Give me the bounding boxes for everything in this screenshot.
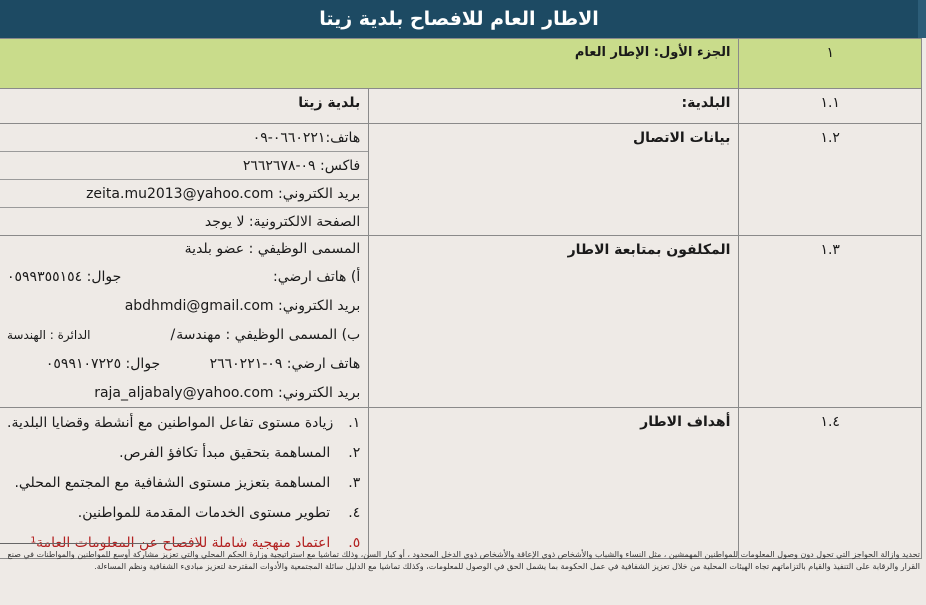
goal-text: المساهمة بتحقيق مبدأ تكافؤ الفرص.: [119, 445, 331, 461]
goal-text: تطوير مستوى الخدمات المقدمة للمواطنين.: [77, 505, 331, 521]
disclosure-table: [0, 38, 922, 559]
responsible-cell: [0, 236, 369, 408]
section-row-goals: [0, 408, 922, 559]
municipality-name: بلدية زيتا: [298, 94, 361, 111]
page-title: الاطار العام للافصاح بلدية زيتا: [0, 0, 918, 38]
email-address: zeita.mu2013@yahoo.com: [86, 185, 274, 202]
title-bar-edge: [918, 0, 926, 38]
b-email-label: بريد الكتروني:: [278, 384, 361, 401]
b-department: الدائرة : الهندسة: [7, 327, 91, 342]
b-mobile: جوال: ٠٥٩٩١٠٧٢٢٥: [45, 355, 161, 372]
footnote-divider: [0, 543, 200, 544]
goal-number: ١.: [348, 415, 361, 431]
section-heading: الجزء الأول: الإطار العام: [0, 39, 739, 89]
fax-line: فاكس: ٠٩-٢٦٦٢٦٧٨: [0, 152, 368, 180]
section-number: ١.٤: [739, 408, 922, 559]
b-slash: /: [170, 326, 176, 343]
goal-item: [0, 438, 368, 468]
section-row-municipality: [0, 89, 922, 124]
person-b-email: [0, 378, 368, 407]
goal-number: ٥.: [348, 535, 361, 551]
field-label: المكلفون بمتابعة الاطار: [369, 236, 739, 408]
goal-number: ٢.: [348, 445, 361, 461]
goals-cell: [0, 408, 369, 559]
goal-text: زيادة مستوى تفاعل المواطنين مع أنشطة وقضايا البلدية.: [7, 415, 334, 431]
field-label: البلدية:: [369, 89, 739, 124]
section-row-contact: [0, 124, 922, 236]
section-number: ١.٢: [739, 124, 922, 236]
goal-number: ٤.: [348, 505, 361, 521]
a-email: abdhmdi@gmail.com: [124, 297, 274, 314]
goal-number: ٣.: [348, 475, 361, 491]
section-row-responsible: [0, 236, 922, 408]
footnote-text: تحديد وازالة الحواجز التي تحول دون وصول المعلومات للمواطنين المهمشين ، مثل النساء والشباب والأشخاص ذوي الإعاقة والأشخاص ذوي الدخل المحدود ، أو كبار السن، وذلك تماشيا مع استراتيجية وزارة الحكم المحلي والتي تعزيز مشاركة أوسع للمواطنين والمواطنات في صنع القرار والرقابة على التنفيذ والقيام بالتزاماتهم تجاه الهيئات المحلية من خلال تعزيز الشفافية في عمل الحكومة بما يشمل الحق في الوصول للمعلومات، وكذلك تماشيا مع الدليل سائلة المجتمعية والأدوات المقترحة لتعزيز مبادىء الشفافية ونظم المساءلة.: [7, 550, 920, 571]
section-number: ١: [739, 39, 922, 89]
field-label: أهداف الاطار: [369, 408, 739, 559]
phone-line: هاتف:٠٦٦٠٢٢١-٠٩: [0, 124, 368, 152]
field-value-cell: [0, 89, 369, 124]
field-label: بيانات الاتصال: [369, 124, 739, 236]
person-a-email: [0, 291, 368, 320]
section-number: ١.٣: [739, 236, 922, 408]
b-phone: هاتف ارضي: ٠٩-٢٦٦٠٢٢١: [209, 355, 361, 372]
b-title: ب) المسمى الوظيفي : مهندسة: [176, 326, 361, 343]
contact-cell: [0, 124, 369, 236]
goal-text: المساهمة بتعزيز مستوى الشفافية مع المجتمع المحلي.: [14, 475, 331, 491]
section-number: ١.١: [739, 89, 922, 124]
a-phone: أ) هاتف ارضي:: [273, 268, 361, 285]
email-line: [0, 180, 368, 208]
goal-item: [0, 468, 368, 498]
footnote: [0, 545, 926, 605]
person-a-phones: [0, 262, 368, 291]
email-label: بريد الكتروني:: [278, 185, 361, 202]
website-line: الصفحة الالكترونية: لا يوجد: [204, 213, 361, 230]
job-title-a: المسمى الوظيفي : عضو بلدية: [184, 241, 361, 257]
person-b-title: [0, 320, 368, 349]
a-mobile: جوال: ٠٥٩٩٣٥٥١٥٤: [7, 268, 122, 285]
a-email-label: بريد الكتروني:: [278, 297, 361, 314]
section-row-1: [0, 39, 922, 89]
person-b-phones: [0, 349, 368, 378]
goal-item: [0, 498, 368, 528]
b-email: raja_aljabaly@yahoo.com: [94, 384, 274, 401]
goal-item: [0, 408, 368, 438]
goal-text: اعتماد منهجية شاملة للافصاح عن المعلومات العامة¹: [30, 535, 331, 551]
